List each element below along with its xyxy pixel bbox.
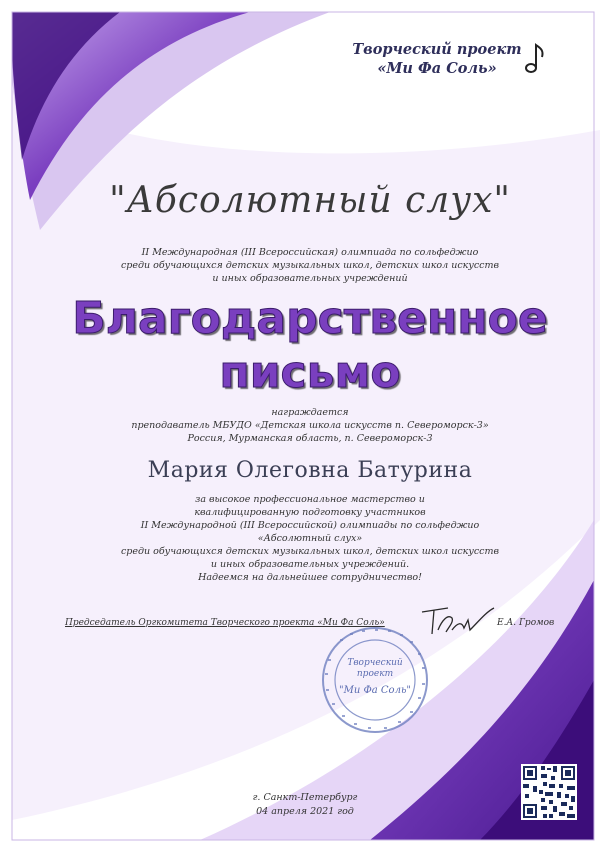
reason-line-3: II Международной (III Всероссийской) олимпиады по сольфеджио	[140, 520, 480, 531]
awardee-name: Мария Олеговна Батурина	[147, 458, 473, 483]
qr-code-icon	[521, 764, 577, 820]
signer-name: Е.А. Громов	[497, 618, 555, 628]
document-title-line-1: Благодарственное	[72, 293, 548, 344]
organization-stamp	[320, 625, 430, 735]
stamp-line-2: проект	[356, 669, 394, 679]
music-note-icon	[524, 40, 548, 76]
project-header	[352, 40, 522, 78]
reason-line-6: и иных образовательных учреждений.	[210, 559, 410, 570]
reason-line-1: за высокое профессиональное мастерство и	[195, 494, 425, 505]
reason-line-4: «Абсолютный слух»	[257, 533, 363, 544]
olympiad-title: "Абсолютный слух"	[109, 180, 511, 221]
project-line-2: «Ми Фа Соль»	[377, 60, 497, 77]
reason-line-5: среди обучающихся детских музыкальных школ, детских школ искусств	[120, 546, 500, 557]
stamp-line-1: Творческий	[347, 658, 403, 668]
awardee-position: преподаватель МБУДО «Детская школа искусств п. Североморск-3»	[131, 420, 489, 431]
document-title-line-2: письмо	[219, 347, 401, 398]
olympiad-line-1: II Международная (III Всероссийская) олимпиада по сольфеджио	[141, 247, 479, 258]
reason-line-7: Надеемся на дальнейшее сотрудничество!	[198, 572, 422, 583]
olympiad-line-2: среди обучающихся детских музыкальных школ, детских школ искусств	[120, 260, 500, 271]
reason-line-2: квалифицированную подготовку участников	[194, 507, 426, 518]
project-line-1: Творческий проект	[352, 41, 522, 58]
footer-date: 04 апреля 2021 год	[256, 806, 354, 817]
handwritten-signature	[418, 600, 498, 640]
chair-label: Председатель Оргкомитета Творческого проекта «Ми Фа Соль»	[65, 618, 385, 628]
awarded-label: награждается	[271, 407, 349, 418]
olympiad-line-3: и иных образовательных учреждений	[212, 273, 408, 284]
awardee-location: Россия, Мурманская область, п. Североморск-3	[187, 433, 433, 444]
stamp-line-3: "Ми Фа Соль"	[339, 685, 411, 696]
footer-city: г. Санкт-Петербург	[252, 792, 358, 803]
